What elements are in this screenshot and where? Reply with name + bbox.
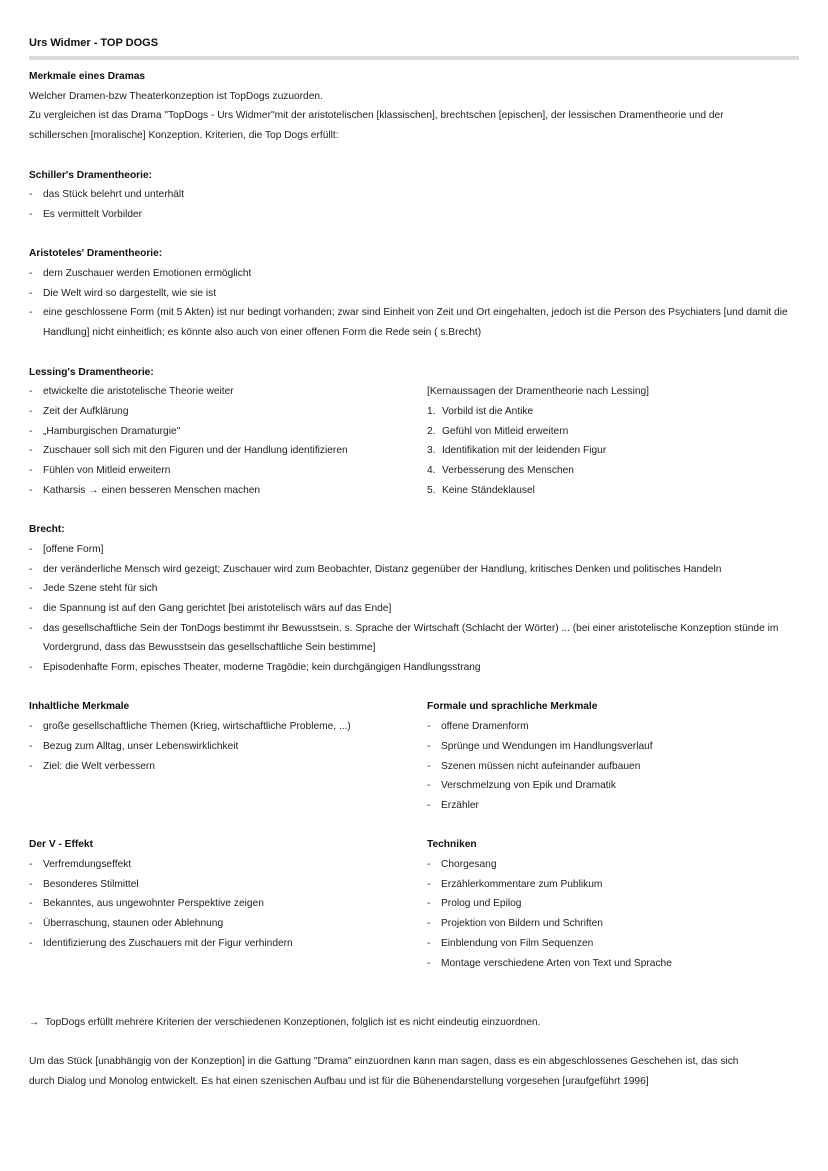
list-item: - das gesellschaftliche Sein der TonDogs bestimmt ihr Bewusstsein. s. Sprache der Wirtschaft (Schlacht der Wörter) ... (bei einer aristotelische Konzeption stünde im Vordergrund, dass das Bewusstsein das gesellschaftliche Sein bestimme]	[29, 619, 799, 658]
schiller-heading: Schiller's Dramentheorie:	[29, 169, 153, 181]
list-item: - Bekanntes, aus ungewohnter Perspektive zeigen	[29, 894, 427, 914]
veffekt-columns	[29, 835, 799, 973]
list-text: Keine Ständeklausel	[442, 484, 535, 496]
arrow-right-icon: →	[29, 1016, 40, 1028]
list-number: 2.	[427, 425, 436, 437]
fazit-paragraph	[29, 1013, 799, 1033]
list-item: - Episodenhafte Form, episches Theater, moderne Tragödie; kein durchgängigen Handlungsstrang	[29, 658, 799, 678]
list-item: - Einblendung von Film Sequenzen	[427, 934, 799, 954]
list-item: - große gesellschaftliche Themen (Krieg, wirtschaftliche Probleme, ...)	[29, 717, 427, 737]
inhaltlich-heading: Inhaltliche Merkmale	[29, 701, 130, 713]
document-body	[29, 67, 799, 1091]
list-item: - dem Zuschauer werden Emotionen ermöglicht	[29, 264, 799, 284]
list-item	[427, 461, 799, 481]
lessing-heading: Lessing's Dramentheorie:	[29, 366, 154, 378]
list-item: - Erzähler	[427, 796, 799, 816]
brecht-list	[29, 540, 799, 678]
list-item: - Verschmelzung von Epik und Dramatik	[427, 776, 799, 796]
list-item: - [offene Form]	[29, 540, 799, 560]
techniken-heading: Techniken	[427, 839, 477, 851]
lessing-list	[29, 382, 427, 500]
list-item: - Die Welt wird so dargestellt, wie sie ist	[29, 284, 799, 304]
merkmale-heading: Merkmale eines Dramas	[29, 71, 146, 82]
list-text: Gefühl von Mitleid erweitern	[442, 425, 569, 437]
list-item: - Überraschung, staunen oder Ablehnung	[29, 914, 427, 934]
list-item: - Chorgesang	[427, 855, 799, 875]
list-item: - Montage verschiedene Arten von Text und Sprache	[427, 954, 799, 974]
list-item: - Szenen müssen nicht aufeinander aufbauen	[427, 757, 799, 777]
katharsis-text: einen besseren Menschen machen	[101, 484, 261, 496]
merkmale-question: Welcher Dramen-bzw Theaterkonzeption ist TopDogs zuzuorden.	[29, 90, 323, 102]
aristoteles-heading: Aristoteles' Dramentheorie:	[29, 248, 163, 260]
merkmale-columns	[29, 697, 799, 815]
veffekt-list	[29, 855, 427, 954]
brecht-heading: Brecht:	[29, 524, 65, 536]
lessing-columns	[29, 382, 799, 500]
list-item	[427, 402, 799, 422]
schluss-line-2: durch Dialog und Monolog entwickelt. Es hat einen szenischen Aufbau und ist für die Bühenendarstellung vorgesehen [uraufgeführt 1996]	[29, 1075, 649, 1087]
list-text: Vorbild ist die Antike	[442, 405, 534, 417]
formal-heading: Formale und sprachliche Merkmale	[427, 701, 598, 713]
list-item: - der veränderliche Mensch wird gezeigt; Zuschauer wird zum Beobachter, Distanz gegenüber der Handlung, kritisches Denken und politisches Handeln	[29, 560, 799, 580]
list-item: - Jede Szene steht für sich	[29, 579, 799, 599]
fazit-text: TopDogs erfüllt mehrere Kriterien der verschiedenen Konzeptionen, folglich ist es nicht eindeutig einzuordnen.	[44, 1016, 541, 1028]
kernaussagen-heading: [Kernaussagen der Dramentheorie nach Lessing]	[427, 386, 649, 398]
list-number: 5.	[427, 484, 436, 496]
veffekt-heading: Der V - Effekt	[29, 839, 93, 851]
aristoteles-list	[29, 264, 799, 343]
list-item: - die Spannung ist auf den Gang gerichtet [bei aristotelisch wärs auf das Ende]	[29, 599, 799, 619]
list-item	[427, 441, 799, 461]
list-item	[427, 422, 799, 442]
inhaltlich-list	[29, 717, 427, 776]
list-text: Identifikation mit der leidenden Figur	[442, 445, 607, 457]
list-item: - Erzählerkommentare zum Publikum	[427, 875, 799, 895]
list-item: - „Hamburgischen Dramaturgie"	[29, 422, 427, 442]
list-item: - Fühlen von Mitleid erweitern	[29, 461, 427, 481]
list-item: - etwickelte die aristotelische Theorie weiter	[29, 382, 427, 402]
schluss-line-1: Um das Stück [unabhängig von der Konzeption] in die Gattung "Drama" einzuordnen kann man sagen, dass es ein abgeschlossenes Geschehen ist, das sich	[29, 1056, 739, 1068]
list-item: - Zeit der Aufklärung	[29, 402, 427, 422]
list-item: - Zuschauer soll sich mit den Figuren und der Handlung identifizieren	[29, 441, 427, 461]
list-item: - Besonderes Stilmittel	[29, 875, 427, 895]
list-item: - Identifizierung des Zuschauers mit der Figur verhindern	[29, 934, 427, 954]
list-item: - Es vermittelt Vorbilder	[29, 205, 799, 225]
list-number: 3.	[427, 445, 436, 457]
list-item: - Sprünge und Wendungen im Handlungsverlauf	[427, 737, 799, 757]
document-title: Urs Widmer - TOP DOGS	[29, 37, 159, 49]
title-divider	[29, 56, 799, 60]
list-item: - eine geschlossene Form (mit 5 Akten) ist nur bedingt vorhanden; zwar sind Einheit von Zeit und Ort eingehalten, jedoch ist die Person des Psychiaters [und damit die Handlung] nicht einheitlich; es könnte also auch von einer offenen Form die Rede sein ( s.Brecht)	[29, 303, 799, 342]
list-item: - Verfremdungseffekt	[29, 855, 427, 875]
kernaussagen-list	[427, 402, 799, 501]
formal-list	[427, 717, 799, 816]
list-item: - das Stück belehrt und unterhält	[29, 185, 799, 205]
list-item: - Bezug zum Alltag, unser Lebenswirklichkeit	[29, 737, 427, 757]
schiller-list	[29, 185, 799, 224]
katharsis-label: Katharsis	[43, 484, 86, 496]
merkmale-intro-line-1: Zu vergleichen ist das Drama "TopDogs - Urs Widmer"mit der aristotelischen [klassischen], brechtschen [epischen], der lessischen Dramentheorie und der	[29, 110, 724, 122]
list-item: - Prolog und Epilog	[427, 894, 799, 914]
list-number: 4.	[427, 465, 436, 477]
list-text: Verbesserung des Menschen	[442, 465, 574, 477]
list-item: - Projektion von Bildern und Schriften	[427, 914, 799, 934]
list-item	[427, 481, 799, 501]
list-item: - Ziel: die Welt verbessern	[29, 757, 427, 777]
merkmale-intro-line-2: schillerschen [moralische] Konzeption. Kriterien, die Top Dogs erfüllt:	[29, 130, 339, 142]
list-item: - offene Dramenform	[427, 717, 799, 737]
arrow-right-icon: →	[88, 484, 99, 496]
list-number: 1.	[427, 405, 436, 417]
techniken-list	[427, 855, 799, 973]
list-item-katharsis	[29, 481, 427, 501]
